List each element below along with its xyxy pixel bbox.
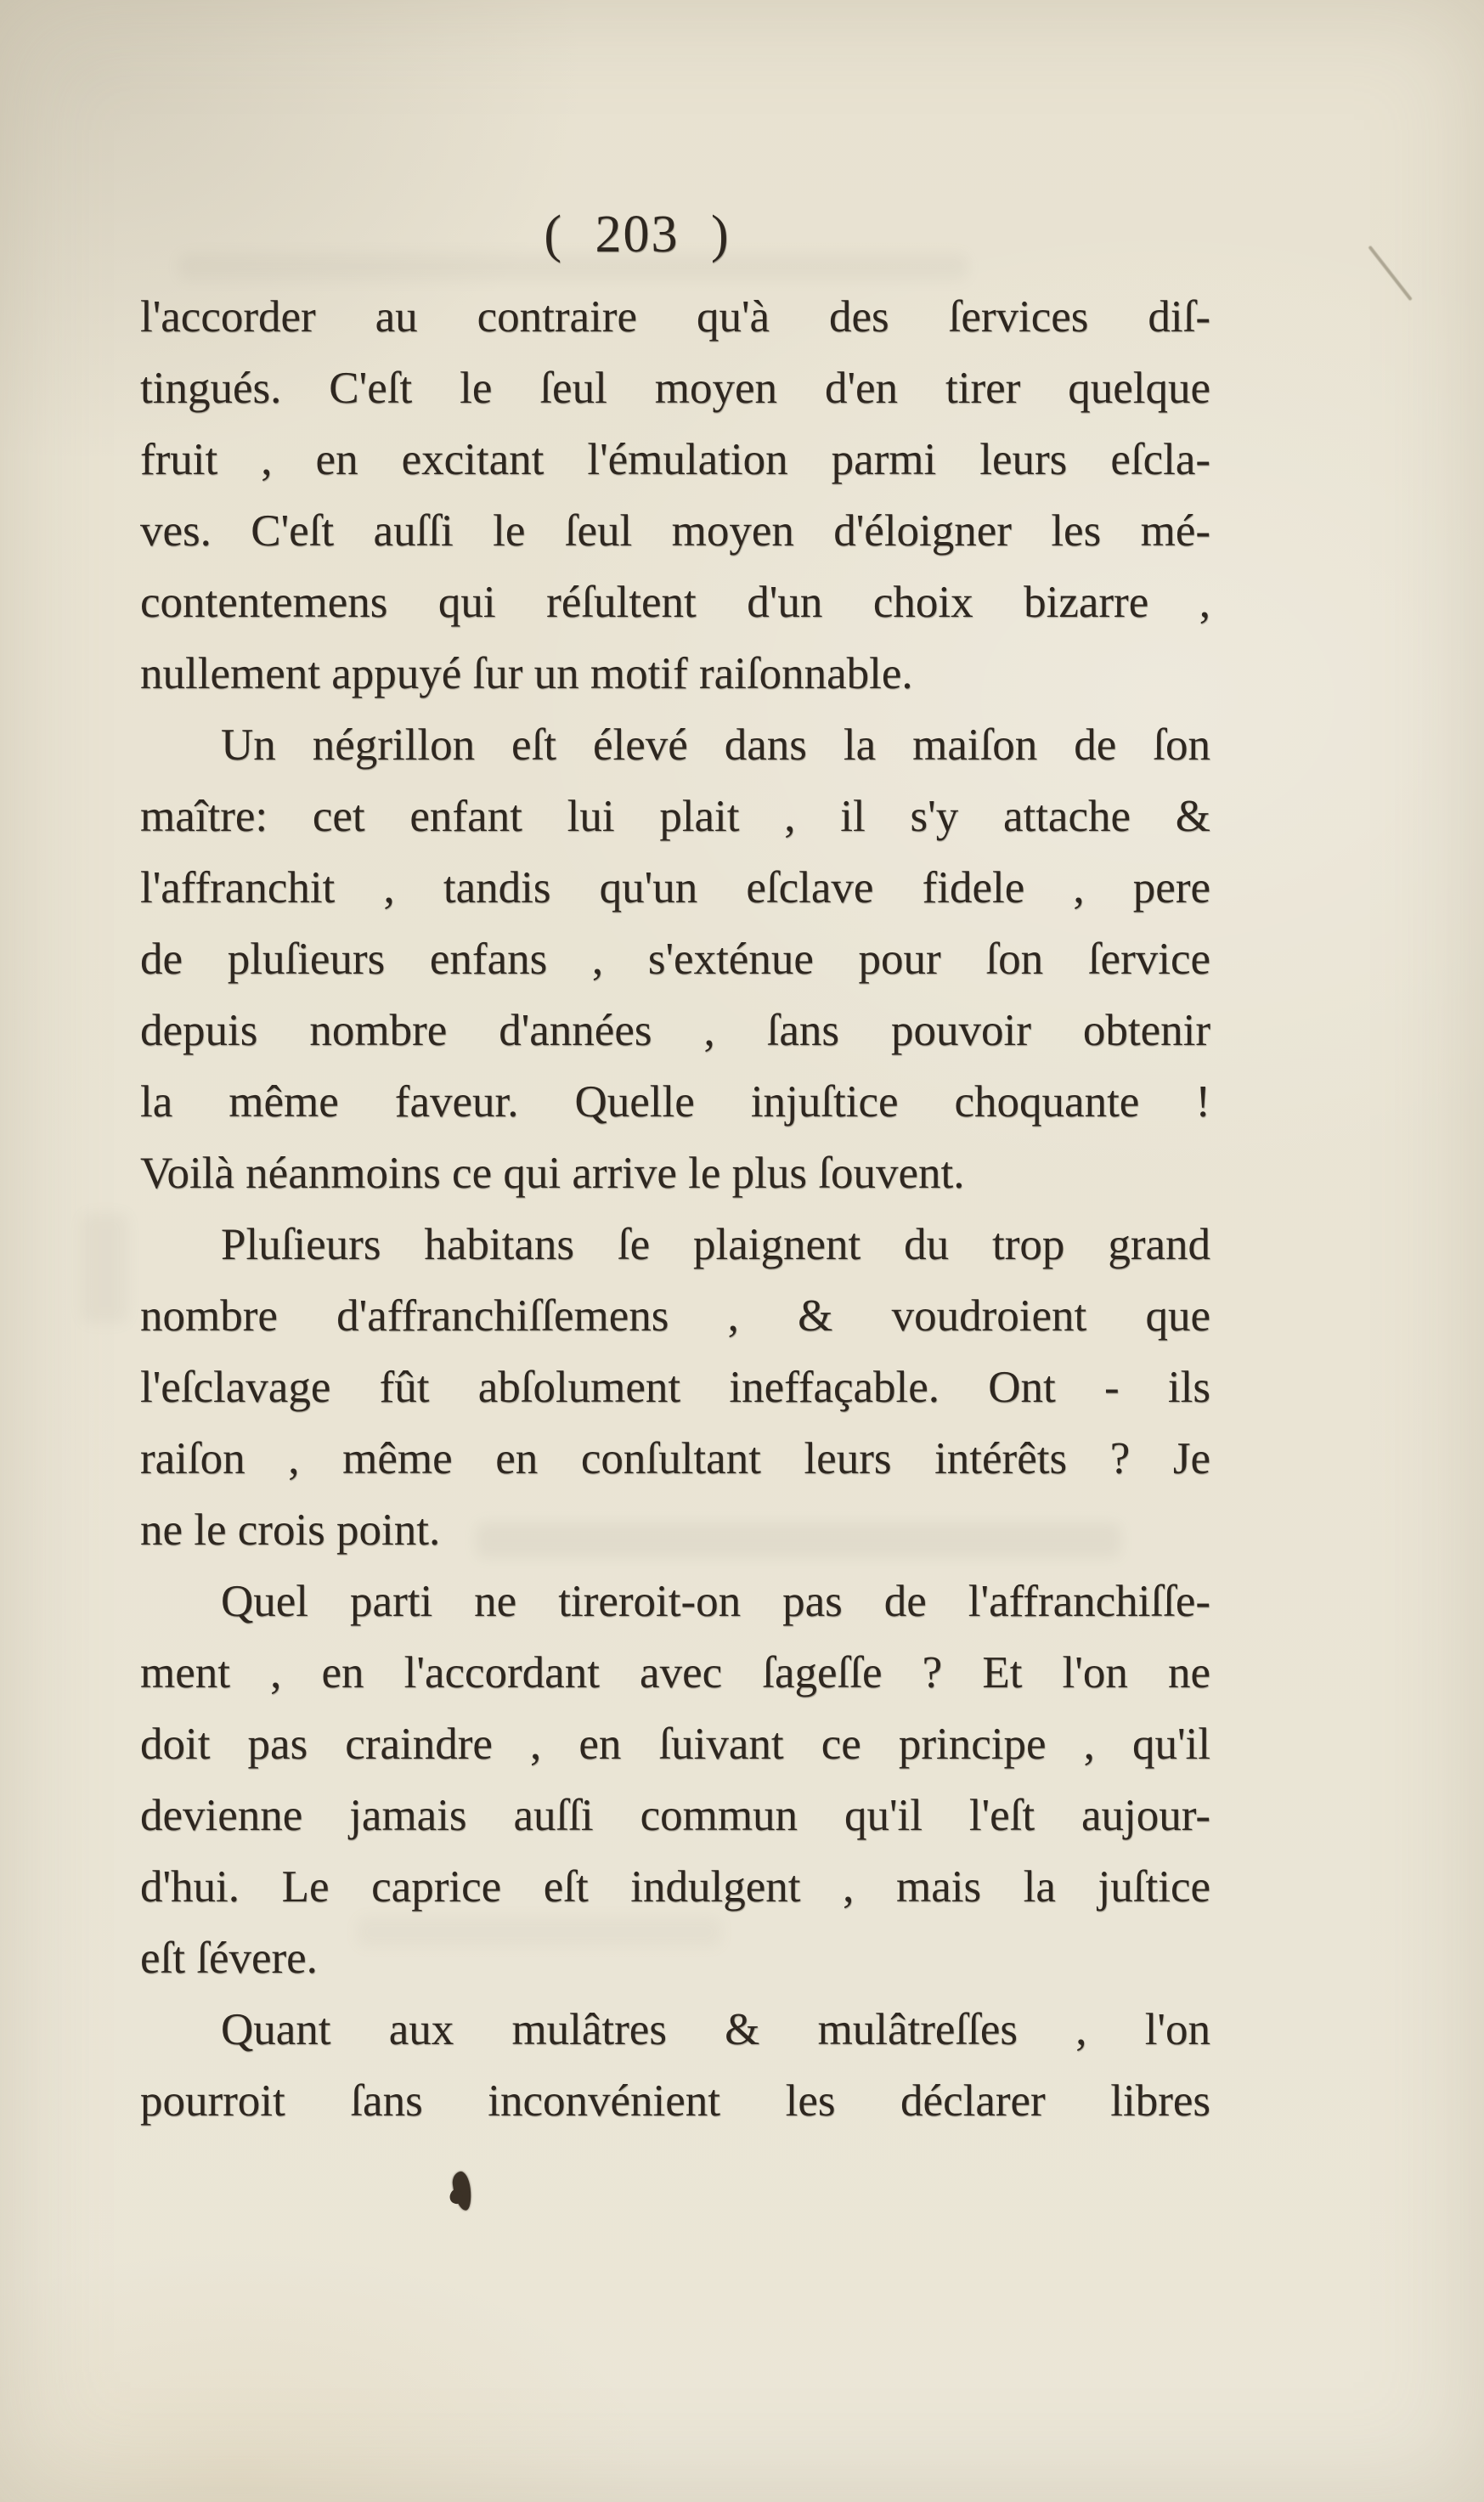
text-line: ves. C'eſt auſſi le ſeul moyen d'éloigner les mé- xyxy=(140,506,1210,556)
text-line: ment , en l'accordant avec ſageſſe ? Et l'on ne xyxy=(140,1648,1210,1697)
text-line: raiſon , même en conſultant leurs intérêts ? Je xyxy=(140,1434,1210,1483)
text-line: Pluſieurs habitans ſe plaignent du trop grand xyxy=(221,1220,1210,1269)
text-line: ne le crois point. xyxy=(140,1505,441,1555)
pencil-stroke xyxy=(1368,246,1412,302)
paragraph xyxy=(140,1566,1210,1994)
paragraph xyxy=(140,1209,1210,1566)
text-line: nombre d'affranchiſſemens , & voudroient que xyxy=(140,1291,1210,1341)
text-line: de pluſieurs enfans , s'exténue pour ſon ſervice xyxy=(140,935,1210,984)
text-line: la même faveur. Quelle injuſtice choquante ! xyxy=(140,1077,1210,1127)
text-block xyxy=(140,281,1210,2137)
text-line: tingués. C'eſt le ſeul moyen d'en tirer quelque xyxy=(140,364,1210,413)
text-line: Quant aux mulâtres & mulâtreſſes , l'on xyxy=(221,2005,1210,2054)
text-line: Quel parti ne tireroit-on pas de l'affranchiſſe- xyxy=(221,1577,1210,1626)
paragraph xyxy=(140,1994,1210,2137)
page-number: ( 203 ) xyxy=(544,206,731,263)
text-line: l'accorder au contraire qu'à des ſervices diſ- xyxy=(140,292,1210,342)
show-through-ghost xyxy=(82,1213,128,1324)
text-line: l'affranchit , tandis qu'un eſclave fidele , pere xyxy=(140,863,1210,912)
text-line: Voilà néanmoins ce qui arrive le plus ſouvent. xyxy=(140,1149,965,1198)
text-line: fruit , en excitant l'émulation parmi leurs eſcla- xyxy=(140,435,1210,484)
ink-blot-mark xyxy=(451,2171,472,2211)
text-line: devienne jamais auſſi commun qu'il l'eſt aujour- xyxy=(140,1791,1210,1840)
text-line: doit pas craindre , en ſuivant ce principe , qu'il xyxy=(140,1720,1210,1769)
text-line: depuis nombre d'années , ſans pouvoir obtenir xyxy=(140,1006,1210,1055)
text-line: Un négrillon eſt élevé dans la maiſon de ſon xyxy=(221,720,1210,770)
text-line: contentemens qui réſultent d'un choix bizarre , xyxy=(140,578,1210,627)
text-line: d'hui. Le caprice eſt indulgent , mais la juſtice xyxy=(140,1862,1210,1912)
paragraph xyxy=(140,281,1210,709)
text-line: maître: cet enfant lui plait , il s'y attache & xyxy=(140,792,1210,841)
text-line: l'eſclavage fût abſolument ineffaçable. Ont - ils xyxy=(140,1363,1210,1412)
paragraph xyxy=(140,709,1210,1209)
text-line: eſt ſévere. xyxy=(140,1934,318,1983)
text-line: pourroit ſans inconvénient les déclarer libres xyxy=(140,2076,1210,2126)
text-line: nullement appuyé ſur un motif raiſonnable. xyxy=(140,649,913,698)
